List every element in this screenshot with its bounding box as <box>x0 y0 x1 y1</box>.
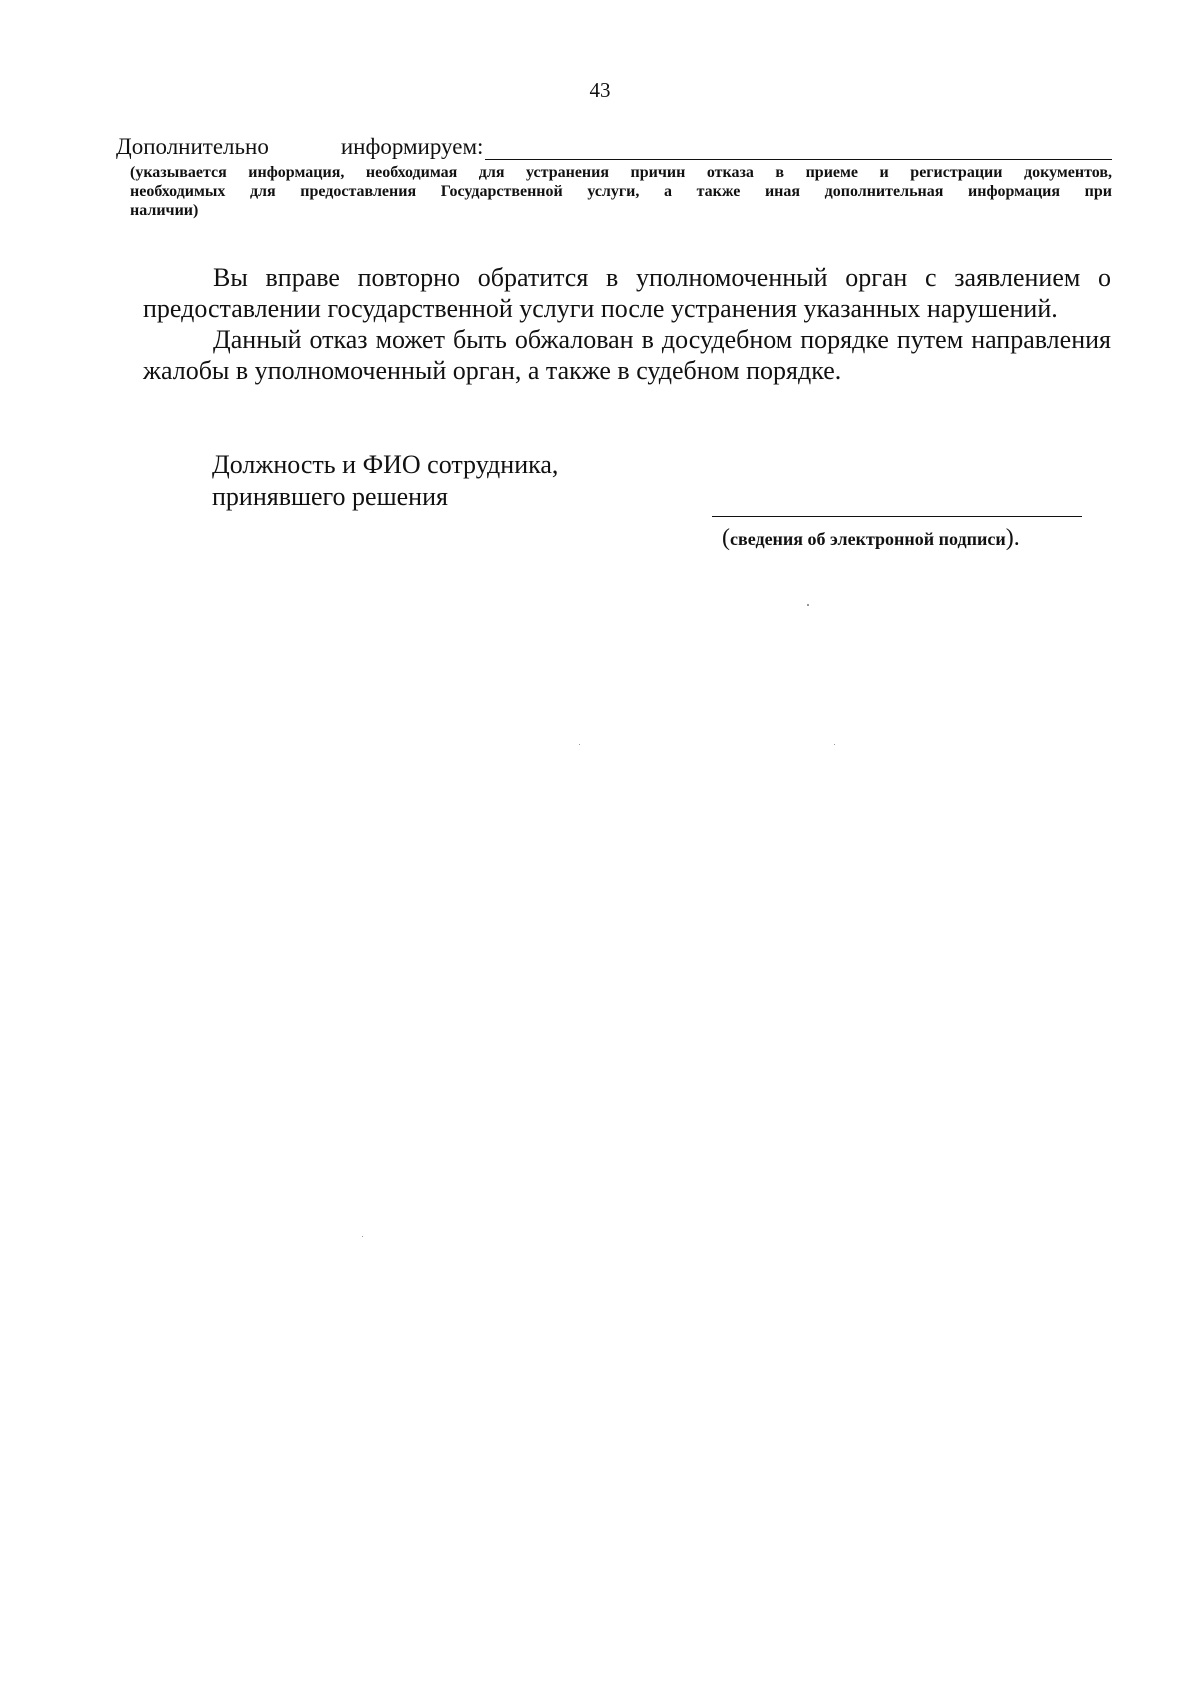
caption-close-paren: ). <box>1005 525 1020 551</box>
additional-label: Дополнительно <box>116 134 269 159</box>
scan-speck <box>362 1236 363 1237</box>
caption-open-paren: ( <box>722 525 730 551</box>
additional-info-fill-line <box>485 137 1112 160</box>
signatory-block <box>212 449 558 513</box>
additional-info-line <box>116 130 1112 160</box>
page-number: 43 <box>589 78 611 102</box>
signature-caption <box>722 526 1020 551</box>
caption-text: сведения об электронной подписи <box>730 529 1006 549</box>
hint-line: необходимых для предоставления Государственной услуги, а также иная дополнительная информация при <box>130 183 1112 200</box>
inform-label: информируем: <box>340 134 484 159</box>
signature-line <box>712 516 1082 517</box>
scan-speck <box>579 744 580 745</box>
body-text <box>143 262 1111 386</box>
signatory-decision: принявшего решения <box>212 482 448 511</box>
scan-speck <box>834 744 835 745</box>
additional-info-hint <box>130 163 1112 220</box>
hint-line: (указывается информация, необходимая для устранения причин отказа в приеме и регистрации документов, <box>130 164 1112 181</box>
hint-line: наличии) <box>130 202 199 219</box>
scan-speck <box>807 604 809 606</box>
signatory-position: Должность и ФИО сотрудника, <box>212 450 559 479</box>
paragraph-reapply: Вы вправе повторно обратится в уполномоченный орган с заявлением о предоставлении государственной услуги после устранения указанных нарушений. <box>143 263 1111 323</box>
paragraph-appeal: Данный отказ может быть обжалован в досудебном порядке путем направления жалобы в уполномоченный орган, а также в судебном порядке. <box>143 325 1111 385</box>
